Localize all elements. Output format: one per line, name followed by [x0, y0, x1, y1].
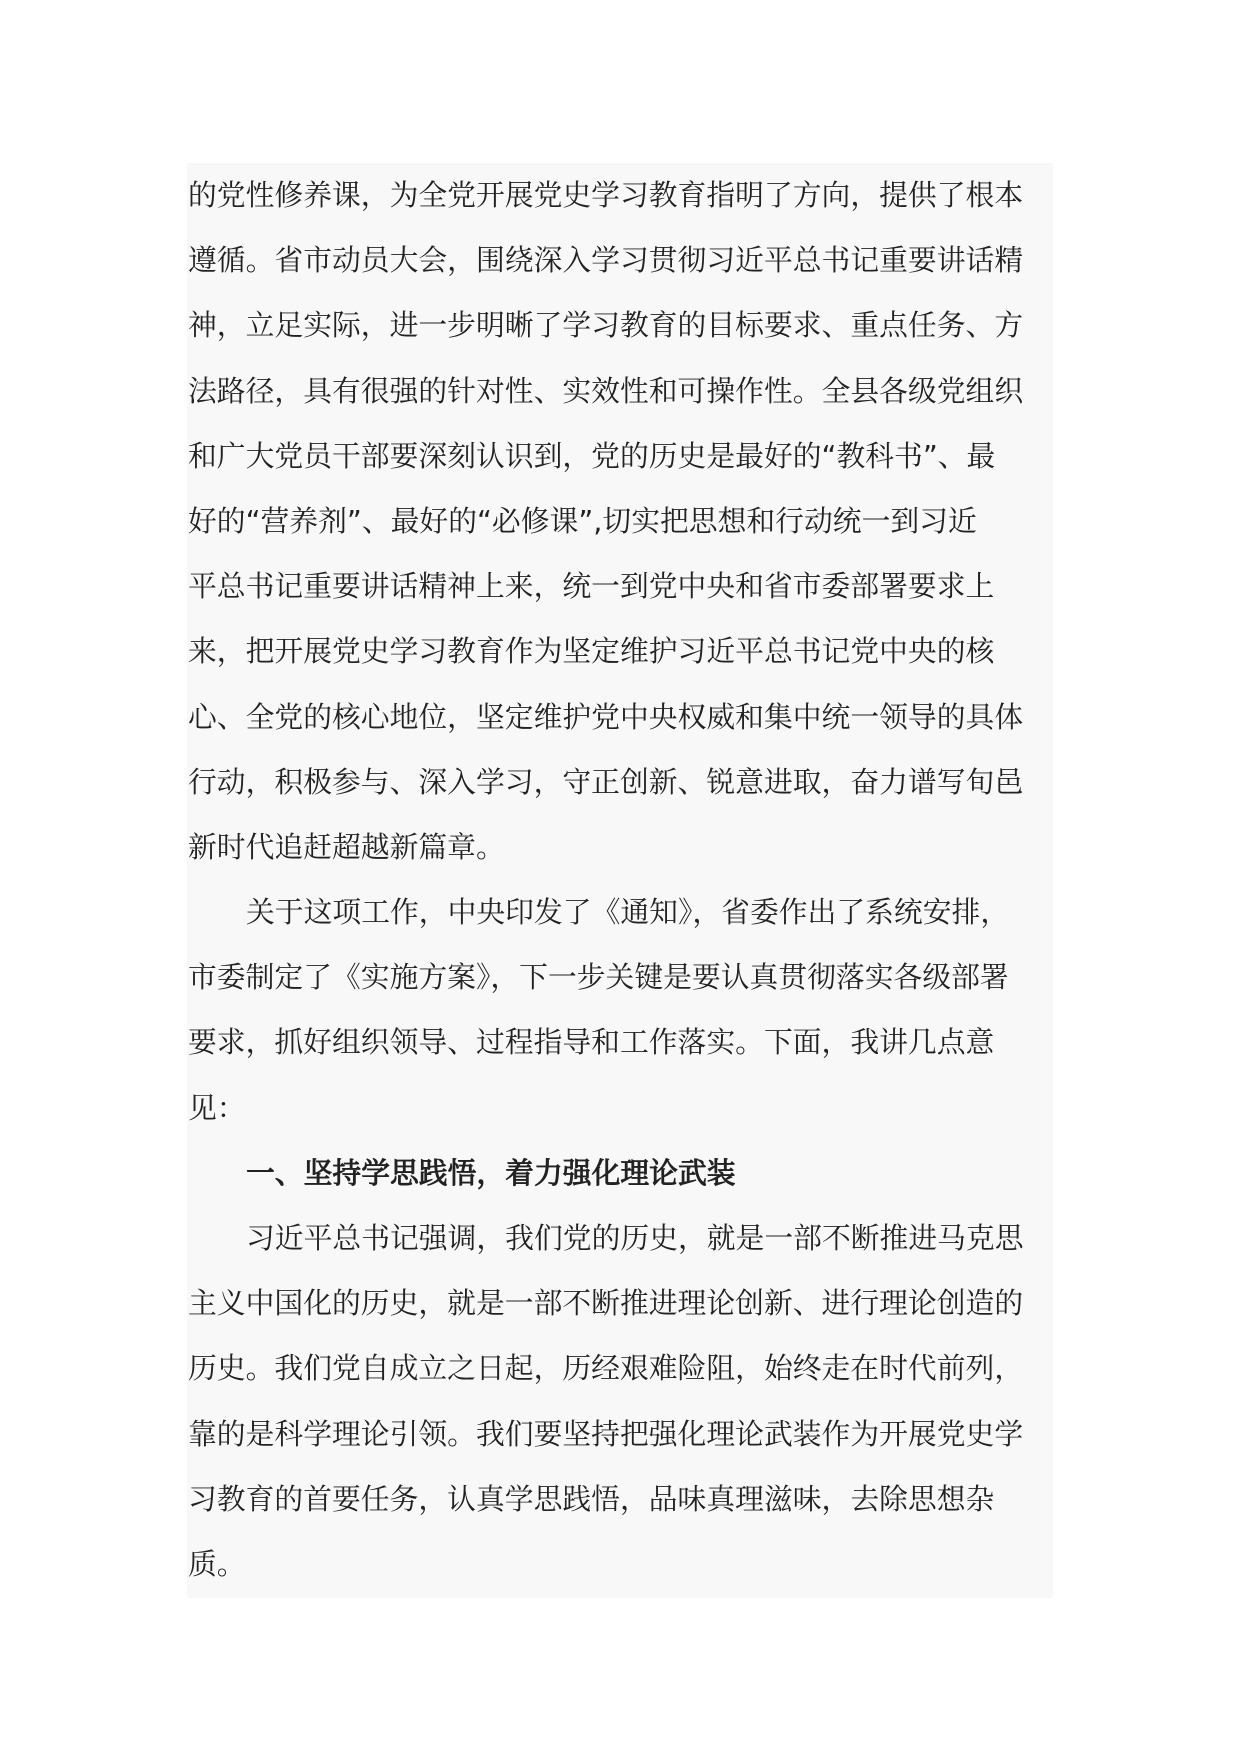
section-heading-one: 一、坚持学思践悟，着力强化理论武装: [246, 1155, 736, 1190]
paragraph-work-arrangement-line: 要求，抓好组织领导、过程指导和工作落实。下面，我讲几点意: [188, 1025, 995, 1060]
paragraph-theory-line: 靠的是科学理论引领。我们要坚持把强化理论武装作为开展党史学: [188, 1416, 1024, 1451]
paragraph-intro-continued-line: 神，立足实际，进一步明晰了学习教育的目标要求、重点任务、方: [188, 308, 1024, 343]
paragraph-intro-continued-line: 心、全党的核心地位，坚定维护党中央权威和集中统一领导的具体: [188, 699, 1024, 734]
paragraph-intro-continued-line: 的党性修养课，为全党开展党史学习教育指明了方向，提供了根本: [188, 178, 1024, 212]
paragraph-intro-continued-line: 遵循。省市动员大会，围绕深入学习贯彻习近平总书记重要讲话精: [188, 243, 1024, 278]
paragraph-intro-continued-line: 和广大党员干部要深刻认识到，党的历史是最好的“教科书”、最: [188, 438, 996, 473]
paragraph-intro-continued-line: 法路径，具有很强的针对性、实效性和可操作性。全县各级党组织: [188, 373, 1024, 408]
paragraph-theory-line: 质。: [188, 1546, 246, 1581]
paragraph-intro-continued-line: 新时代追赶超越新篇章。: [188, 829, 505, 864]
paragraph-theory-line: 历史。我们党自成立之日起，历经艰难险阻，始终走在时代前列，: [188, 1351, 1024, 1386]
document-text-block: [187, 163, 1053, 1598]
paragraph-intro-continued-line: 来，把开展党史学习教育作为坚定维护习近平总书记党中央的核: [188, 634, 995, 669]
paragraph-theory-line: 习近平总书记强调，我们党的历史，就是一部不断推进马克思: [246, 1221, 1024, 1255]
paragraph-intro-continued-line: 行动，积极参与、深入学习，守正创新、锐意进取，奋力谱写旬邑: [188, 764, 1024, 799]
paragraph-work-arrangement-line: 见：: [188, 1090, 246, 1125]
paragraph-theory-line: 主义中国化的历史，就是一部不断推进理论创新、进行理论创造的: [188, 1286, 1024, 1321]
paragraph-theory-line: 习教育的首要任务，认真学思践悟，品味真理滋味，去除思想杂: [188, 1481, 995, 1516]
paragraph-intro-continued-line: 平总书记重要讲话精神上来，统一到党中央和省市委部署要求上: [188, 569, 995, 604]
paragraph-work-arrangement-line: 市委制定了《实施方案》，下一步关键是要认真贯彻落实各级部署: [188, 960, 1009, 995]
paragraph-intro-continued-line: 好的“营养剂”、最好的“必修课”,切实把思想和行动统一到习近: [188, 503, 977, 538]
paragraph-work-arrangement-line: 关于这项工作，中央印发了《通知》，省委作出了系统安排，: [246, 895, 1010, 930]
